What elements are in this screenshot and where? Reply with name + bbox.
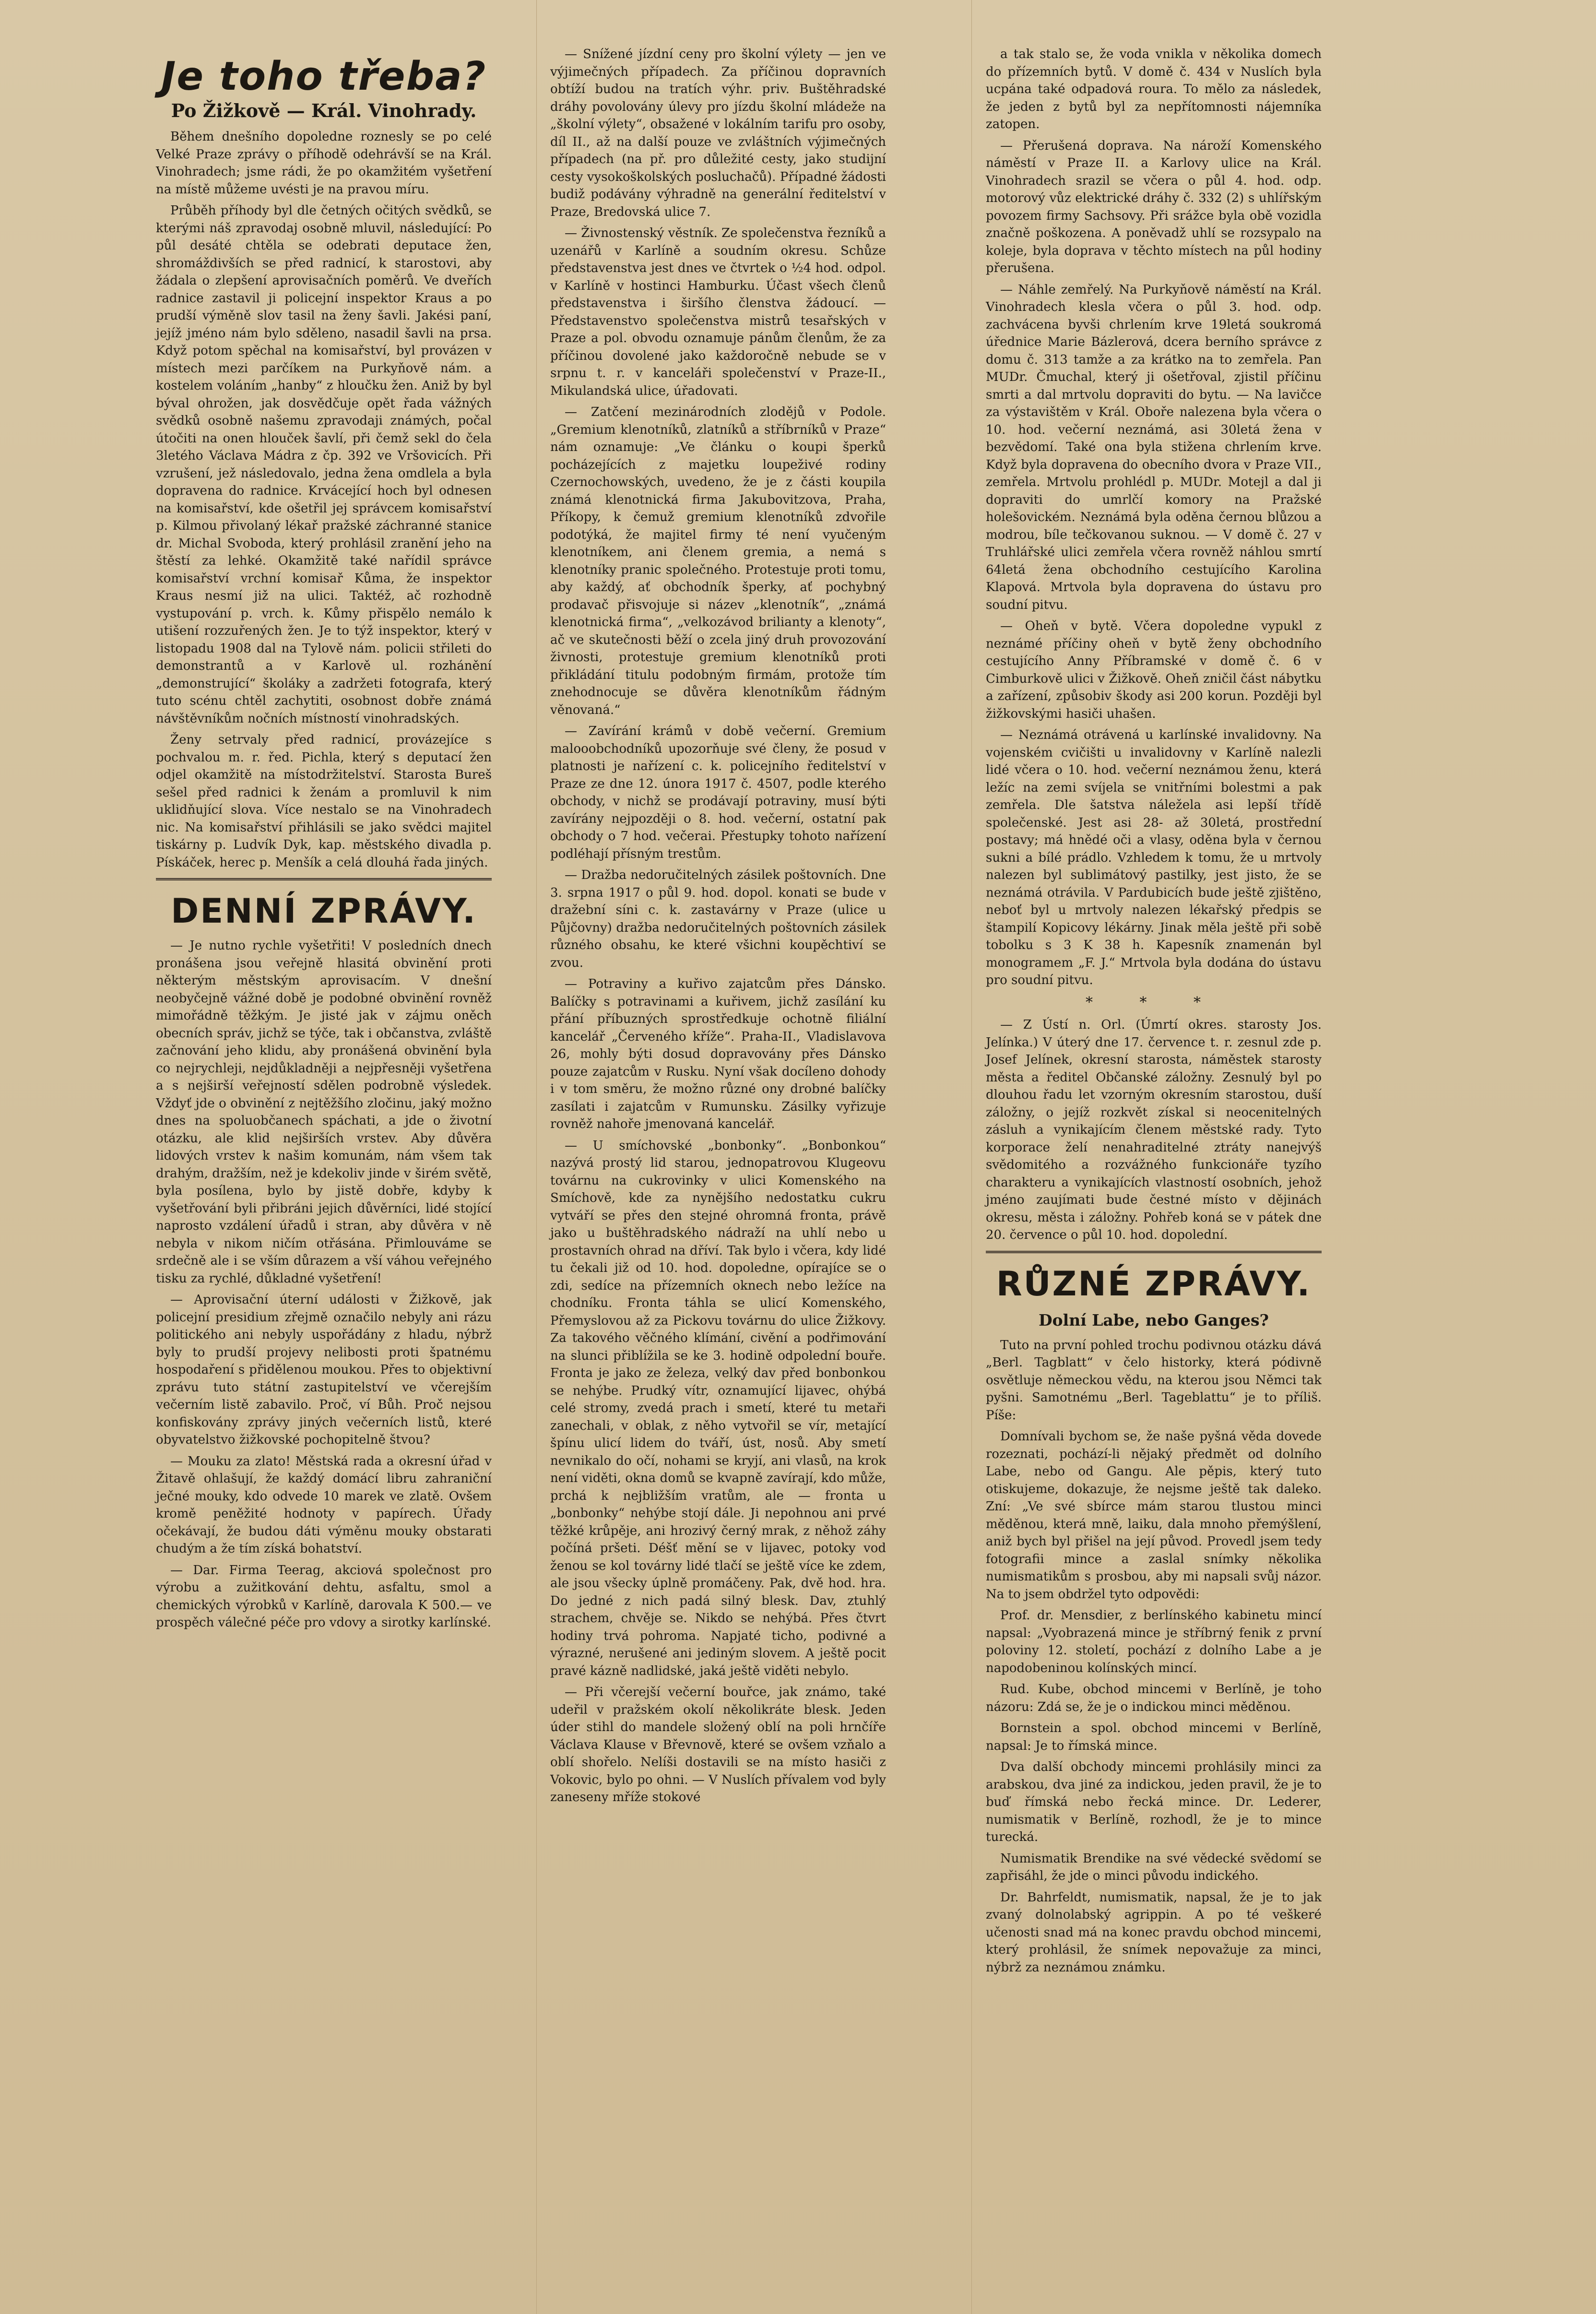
feature-paragraph: Dva další obchody mincemi prohlásily minci za arabskou, dva jiné za indickou, jeden pravil, že je to buď římská nebo řecká mince. Dr. Lederer, numismatik v Berlíně, rozhodl, že je to mince turecká.	[986, 1760, 1322, 1844]
news-item: — Náhle zemřelý. Na Purkyňově náměstí na Král. Vinohradech klesla včera o půl 3. hod. odp. zachvácena byvši chrlením krve 19letá soukromá úřednice Marie Bázlerová, dcera berního správce z domu č. 313 tamže a za krátko na to zemřela. Pan MUDr. Čmuchal, který ji ošetřoval, zjistil příčinu smrti a dal mrtvolu dopraviti do bytu. — Na lavičce za výstavištěm v Král. Oboře nalezena byla včera o 10. hod. večerní neznámá, asi 30letá žena v bezvědomí. Také ona byla stižena chrlením krve. Když byla dopravena do obecního dvora v Praze VII., zemřela. Mrtvolu prohlédl p. MUDr. Motejl a dal ji dopraviti do umrlčí komory na Pražské holešovickém. Neznámá byla oděna černou blůzou a modrou, bíle tečkovanou suknou. — V domě č. 27 v Truhlářské ulici zemřela včera rovněž náhlou smrtí 64letá žena obchodního cestujícího Karolina Klapová. Mrtvola byla dopravena do ústavu pro soudní pitvu.	[986, 282, 1322, 612]
subheadline: Po Žižkově — Král. Vinohrady.	[171, 100, 477, 121]
news-item: — Je nutno rychle vyšetřiti! V posledních dnech pronášena jsou veřejně hlasitá obvinění proti některým městským aprovisacím. V dnešní neobyčejně vážné době je podobné obvinění rovněž mimořádně těžkým. Je jisté jak v zájmu oněch obecních správ, jichž se týče, tak i občanstva, zvláště začnování jeho klidu, aby pronášená obvinění byla co nejrychleji, nejdůkladněji a nejpřesněji vyšetřena a s nejširší veřejností sdělen podrobně výsledek. Vždyť jde o obvinění z nejtěžšího zločinu, jaký možno dnes na spoluobčanech spáchati, a jde o životní otázku, ale klid nejširších vrstev. Aby důvěra lidových vrstev k našim komunám, nám všem tak drahým, dražším, než je kdekoliv jinde v širém světě, byla posílena, bylo by jistě dobře, kdyby k vyšetřování byli přibráni jejich důvěrníci, lidé stojící naprosto vzdálení úřadů i stran, aby důvěra v ně nebyla v nikom ničím otřásána. Přimlouváme se srdečně ale i se vším důrazem a vší váhou veřejného tisku za rychlé, důkladné vyšetření!	[156, 938, 492, 1286]
news-item: — Snížené jízdní ceny pro školní výlety — jen ve výjimečných případech. Za příčinou dopravních obtíží budou na tratích výhr. priv. Buštěhradské dráhy povolovány úlevy pro jízdu školní mládeže na „školní výlety“, obsažené v lokálním tarifu pro osoby, díl II., až na další pouze ve zvláštních výjimečných případech (na př. pro důležité cesty, jako studijní cesty vysokoškolských posluchačů). Případné žádosti budiž podávány výhradně na generální ředitelství v Praze, Bredovská ulice 7.	[550, 47, 886, 219]
article-paragraph: Průběh příhody byl dle četných očitých svědků, se kterými náš zpravodaj osobně mluvil, následující: Po půl desáté chtěla se odebrati deputace žen, shromáždivších se před radnicí, k starostovi, aby žádala o zlepšení aprovisačních poměrů. Ve dveřích radnice zastavil ji policejní inspektor Kraus a po prudší výměně slov tasil na ženy šavli. Jakési paní, jejíž jméno nám bylo sděleno, nasadil šavli na prsa. Když potom spěchal na komisařství, byl provázen v místech mezi parčíkem na Purkyňově nám. a kostelem voláním „hanby“ z hloučku žen. Aniž by byl býval ohrožen, jak dosvědčuje opět řada vážných svědků osobně našemu zpravodaji známých, počal útočiti na onen hlouček šavlí, při čemž sekl do čela 3letého Václava Mádra z čp. 392 ve Vršovicích. Při vzrušení, jež následovalo, jedna žena omdlela a byla dopravena do radnice. Krvácející hoch byl odnesen na komisařství, kde ošetřil jej správcem komisařství p. Kilmou přivolaný lékař pražské záchranné stanice dr. Michal Svoboda, který prohlásil zranění jeho na štěstí za lehké. Okamžitě také nařídil správce komisařství vrchní komisař Kůma, že inspektor Kraus nesmí již na ulici. Taktéž, ač rozhodně vystupování p. vrch. k. Kůmy přispělo nemálo k utišení rozzuřených žen. Je to týž inspektor, který v listopadu 1908 dal na Tylově nám. policii střileti do demonstrantů a v Karlově ul. rozhánění „demonstrující“ školáky a zadržeti fotografa, který tuto scénu chtěl zachytiti, osobnost dobře známá návštěvníkům nočních místností vinohradských.	[156, 203, 492, 726]
feature-paragraph: Rud. Kube, obchod mincemi v Berlíně, je toho názoru: Zdá se, že je o indickou minci měděnou.	[986, 1682, 1322, 1714]
feature-title: Dolní Labe, nebo Ganges?	[1039, 1310, 1269, 1329]
news-item: a tak stalo se, že voda vnikla v několika domech do přízemních bytů. V domě č. 434 v Nuslích byla ucpána také odpadová roura. To mělo za následek, že jeden z bytů byl za nepřítomnosti nájemníka zatopen.	[986, 47, 1322, 131]
news-item: — Aprovisační úterní události v Žižkově, jak policejní presidium zřejmě označilo nebyly ani rázu politického ani nebyly uspořádány z hladu, nýbrž byly to prudší projevy nelibosti proti špatnému hospodaření s přidělenou moukou. Přes to objektivní zprávu tuto státní zastupitelství ve včerejším večerním listě zabavilo. Proč, ví Bůh. Proč nejsou konfiskovány zprávy jiných večerních listů, které obyvatelstvo žižkovské pochopitelně štvou?	[156, 1293, 492, 1447]
news-item: — Neznámá otrávená u karlínské invalidovny. Na vojenském cvičišti u invalidovny v Karlíně nalezli lidé včera o 10. hod. večerní neznámou ženu, která ležíc na zemi svíjela se vnitřními bolestmi a pak zemřela. Dle šatstva náležela asi lepší třídě společenské. Jest asi 28- až 30letá, prostřední postavy; má hnědé oči a vlasy, oděna byla v černou sukni a bílé prádlo. Vzhledem k tomu, že u mrtvoly nalezen byl sublimátový pastilky, jest jisto, že se neznámá otrávila. V Pardubicích bude ještě zjištěno, neboť byl u mrtvoly nalezen lékařský předpis se štampilí Kopicovy lékárny. Jinak měla ještě při sobě tobolku s 3 K 38 h. Kapesník znamenán byl monogramem „F. J.“ Mrtvola byla dodána do ústavu pro soudní pitvu.	[986, 728, 1322, 987]
feature-paragraph: Bornstein a spol. obchod mincemi v Berlíně, napsal: Je to římská mince.	[986, 1721, 1322, 1753]
news-item: — Oheň v bytě. Včera dopoledne vypukl z neznámé příčiny oheň v bytě ženy obchodního cestujícího Anny Příbramské v domě č. 6 v Cimburkově ulici v Žižkově. Oheň zničil část nábytku a zařízení, způsobiv škody asi 200 korun. Později byl žižkovskými hasiči uhašen.	[986, 619, 1322, 721]
column-1	[156, 46, 492, 1636]
headline: Je toho třeba?	[161, 54, 487, 99]
column-2	[550, 46, 886, 1810]
section-title: RŮZNÉ ZPRÁVY.	[996, 1264, 1312, 1304]
feature-paragraph: Domnívali bychom se, že naše pyšná věda dovede rozeznati, pochází-li nějaký předmět od dolního Labe, nebo od Gangu. Ale pěpis, který tuto otiskujeme, dokazuje, že nejsme ještě tak daleko. Zní: „Ve své sbírce mám starou tlustou minci měděnou, která mně, laiku, dala mnoho přemýšlení, aniž bych byl přišel na její původ. Provedl jsem tedy fotografii mince a zaslal snímky několika numismatikům s prosbou, aby mi napsali svůj názor. Na to jsem obdržel tyto odpovědi:	[986, 1429, 1322, 1602]
news-item: — Z Ústí n. Orl. (Úmrtí okres. starosty Jos. Jelínka.) V úterý dne 17. července t. r. zesnul zde p. Josef Jelínek, okresní starosta, náměstek starosty města a ředitel Občanské záložny. Zesnulý byl po dlouhou řadu let vzorným okresním starostou, duší záložny, o jejíž rozkvět získal si neocenitelných zásluh a vynikajícím členem městské rady. Tyto korporace želí nenahraditelné ztráty nanejvýš svědomitého a rozvážného funkcionáře tyzího charakteru a vynikajících vlastností osobních, jehož jméno zaujímati bude čestné místo v dějinách okresu, města i záložny. Pohřeb koná se v pátek dne 20. července o půl 10. hod. dopolední.	[986, 1018, 1322, 1242]
news-item: — Zavírání krámů v době večerní. Gremium malooobchodníků upozorňuje své členy, že posud v platnosti je nařízení c. k. policejního ředitelství v Praze ze dne 12. února 1917 č. 4507, podle kterého obchody, v nichž se prodávají potraviny, musí býti zavírány nejpozději o 8. hod. večerní, ostatní pak obchody o 7 hod. večerai. Přestupky tohoto nařízení podléhají přísným trestům.	[550, 724, 886, 861]
article-paragraph: Během dnešního dopoledne roznesly se po celé Velké Praze zprávy o příhodě odehrávší se na Král. Vinohradech; jsme rádi, že po okamžitém vyšetření na místě můžeme uvésti je na pravou míru.	[156, 130, 492, 197]
news-item: — U smíchovské „bonbonky“. „Bonbonkou“ nazývá prostý lid starou, jednopatrovou Klugeovu továrnu na cukrovinky v ulici Komenského na Smíchově, kde za nynějšího nedostatku cukru vytváří se přes den stejné ohromná fronta, právě jako u buštěhradského nádraží na uhlí nebo u prostavních ohrad na dříví. Tak bylo i včera, kdy lidé tu čekali již od 10. hod. dopoledne, opírajíce se o zdi, sedíce na přízemních oknech nebo ležíce na chodníku. Fronta táhla se ulicí Komenského, Přemyslovou až za Pickovu továrnu do ulice Žižkovy. Za takového věčného klímání, civění a podřimování na slunci přiblížila se ke 3. hodině odpolední bouře. Fronta je jako ze železa, velký dav před bonbonkou se nehýbe. Prudký vítr, oznamující lijavec, ohýbá celé stromy, zvedá prach i smetí, které tu metaři zanechali, v oblak, z něho vytvořil se vír, metající špínu ulicí lidem do tváří, úst, nosů. Aby smetí nevnikalo do očí, nohami se kryjí, ani vlasů, na krok není viděti, okna domů se kvapně zavírají, kdo může, prchá k nejbližším vratům, ale — fronta u „bonbonky“ nehýbe stojí dále. Ji nepohnou ani prvé těžké krůpěje, ani hrozivý černý mrak, z něhož záhy počíná pršeti. Déšť mění se v lijavec, potoky vod ženou se kol továrny lidé tlačí se ještě více ke zdem, ale jsou všecky úplně promáčeny. Pak, dvě hod. hra. Do jedné z nich padá silný blesk. Dav, ztuhlý strachem, chvěje se. Nikdo se nehýbá. Přes čtvrt hodiny trvá pohroma. Napjaté ticho, podivné a výrazné, nerušené ani jediným slovem. A ještě pocit pravé kázně nadlidské, jaká ještě viděti nebylo.	[550, 1138, 886, 1678]
article-paragraph: Ženy setrvaly před radnicí, provázejíce s pochvalou m. r. řed. Pichla, který s deputací žen odjel okamžitě na místodržitelství. Starosta Bureš sešel před radnici k ženám a promluvil k nim uklidňující slova. Více nestalo se na Vinohradech nic. Na komisařství přihlásili se jako svědci majitel tiskárny p. Ludvík Dyk, kap. městského divadla p. Pískáček, herec p. Menšík a celá dlouhá řada jiných.	[156, 733, 492, 870]
news-item: — Dražba nedoručitelných zásilek poštovních. Dne 3. srpna 1917 o půl 9. hod. dopol. konati se bude v dražební síni c. k. zastavárny v Praze (ulice u Půjčovny) dražba nedoručitelných poštovních zásilek různého obsahu, ke které všichni koupěchtiví se zvou.	[550, 868, 886, 970]
divider	[156, 878, 492, 885]
column-divider	[971, 0, 972, 2314]
news-item: — Při včerejší večerní bouřce, jak známo, také udeřil v pražském okolí několikráte blesk. Jeden úder stihl do mandele složený oblí na poli hrnčíře Václava Klause v Břevnově, které se ovšem vzňalo a oblí shořelo. Nelíši dostavili se na místo hasiči z Vokovic, bylo po ohni. — V Nuslích přívalem vod byly zaneseny mříže stokové	[550, 1685, 886, 1804]
news-item: — Potraviny a kuřivo zajatcům přes Dánsko. Balíčky s potravinami a kuřivem, jichž zasílání ku přání příbuzných sprostředkuje ochotně filiální kancelář „Červeného kříže“. Praha-II., Vladislavova 26, mohly býti dosud dopravovány přes Dánsko pouze zajatcům v Rusku. Nyní však docíleno dohody i v tom směru, že možno různé ony drobné balíčky zasílati i zajatcům v Rumunsku. Zásilky vyřizuje rovněž nahoře jmenovaná kancelář.	[550, 977, 886, 1131]
feature-paragraph: Tuto na první pohled trochu podivnou otázku dává „Berl. Tagblatt“ v čelo historky, která pódivně osvětluje německou vědu, na kterou jsou Němci tak pyšni. Samotnému „Berl. Tageblattu“ je to příliš. Píše:	[986, 1338, 1322, 1423]
column-divider	[536, 0, 537, 2314]
news-item: — Přerušená doprava. Na nároží Komenského náměstí v Praze II. a Karlovy ulice na Král. Vinohradech srazil se včera o půl 4. hod. odp. motorový vůz elektrické dráhy č. 332 (2) s uhlířským povozem firmy Sachsovy. Při srážce byla obě vozidla značně poškozena. A poněvadž uhlí se rozsypalo na koleje, byla doprava v těchto místech na půl hodiny přerušena.	[986, 138, 1322, 275]
divider	[986, 1251, 1322, 1258]
feature-paragraph: Dr. Bahrfeldt, numismatik, napsal, že je to jak zvaný dolnolabský agrippin. A po té veškeré učenosti snad má na konec pravdu obchod mincemi, který prohlásil, že snímek nepovažuje za minci, nýbrž za neznámou známku.	[986, 1890, 1322, 1975]
news-item: — Zatčení mezinárodních zlodějů v Podole. „Gremium klenotníků, zlatníků a stříbrníků v Praze“ nám oznamuje: „Ve článku o koupi šperků pocházejících z majetku loupeživé rodiny Czernochowských, uvedeno, že je z části koupila známá klenotnická firma Jakubovitzova, Praha, Příkopy, k čemuž gremium klenotníků zdvořile podotýká, že majitel firmy té není vyučeným klenotníkem, ani členem gremia, a nemá s klenotníky pranic společného. Protestuje proti tomu, aby každý, ať obchodník šperky, ať pochybný prodavač přisvojuje si název „klenotník“, „známá klenotnická firma“, „velkozávod brilianty a klenoty“, ač ve skutečnosti běží o zcela jiný druh provozování živnosti, protestuje gremium klenotníků proti přikládání titulu podobným firmám, protože tím znehodnocuje se důvěra klenotníkům řádným věnovaná.“	[550, 405, 886, 717]
separator-stars: * * *	[1085, 994, 1222, 1011]
column-3	[986, 46, 1322, 1980]
feature-paragraph: Numismatik Brendike na své vědecké svědomí se zapřisáhl, že jde o minci původu indického.	[986, 1851, 1322, 1883]
section-title: DENNÍ ZPRÁVY.	[171, 891, 477, 931]
feature-paragraph: Prof. dr. Mensdier, z berlínského kabinetu mincí napsal: „Vyobrazená mince je stříbrný fenik z první poloviny 12. století, pochází z dolního Labe a je napodobeninou kolínských mincí.	[986, 1608, 1322, 1675]
news-item: — Dar. Firma Teerag, akciová společnost pro výrobu a zužitkování dehtu, asfaltu, smol a chemických výrobků v Karlíně, darovala K 500.— ve prospěch válečné péče pro vdovy a sirotky karlínské.	[156, 1563, 492, 1630]
news-item: — Živnostenský věstník. Ze společenstva řezníků a uzenářů v Karlíně a soudním okresu. Schůze představenstva jest dnes ve čtvrtek o ½4 hod. odpol. v Karlíně v hostinci Hamburku. Účast všech členů představenstva i širšího členstva žádoucí. — Představenstvo společenstva mistrů tesařských v Praze a pol. obvodu oznamuje pánům členům, že za příčinou dovolené jako každoročně nebude se v srpnu t. r. v kanceláři společenství v Praze-II., Mikulandská ulice, úřadovati.	[550, 226, 886, 398]
news-item: — Mouku za zlato! Městská rada a okresní úřad v Žitavě ohlašují, že každý domácí libru zahraniční ječné mouky, kdo odvede 10 marek ve zlatě. Ovšem kromě peněžité hodnoty v papírech. Úřady očekávají, že budou dáti výměnu mouky obstarati chudým a že tím získá bohatství.	[156, 1454, 492, 1556]
